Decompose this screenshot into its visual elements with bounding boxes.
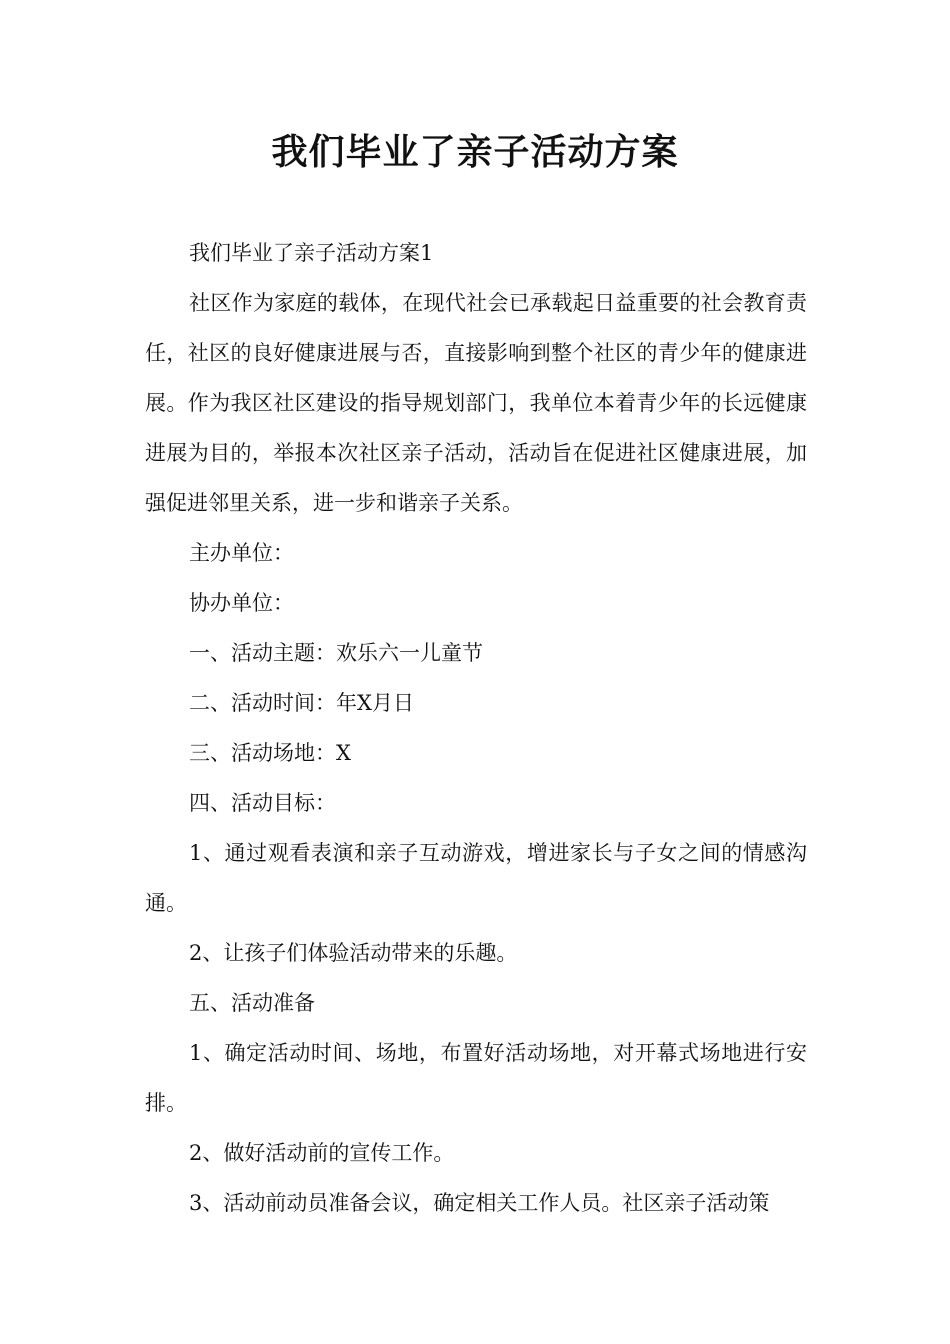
document-body xyxy=(145,228,807,1228)
paragraph-theme: 一、活动主题：欢乐六一儿童节 xyxy=(189,641,483,665)
paragraph-goal-2: 2、让孩子们体验活动带来的乐趣。 xyxy=(189,941,518,965)
paragraph-preparation-3: 3、活动前动员准备会议，确定相关工作人员。社区亲子活动策 xyxy=(189,1191,770,1215)
paragraph-subtitle: 我们毕业了亲子活动方案1 xyxy=(189,241,434,265)
paragraph-time: 二、活动时间：年X月日 xyxy=(189,691,414,715)
paragraph-goals-heading: 四、活动目标： xyxy=(189,791,336,815)
paragraph-preparation-heading: 五、活动准备 xyxy=(189,991,315,1015)
document-title: 我们毕业了亲子活动方案 xyxy=(271,132,679,173)
paragraph-preparation-2: 2、做好活动前的宣传工作。 xyxy=(189,1141,455,1165)
paragraph-host: 主办单位： xyxy=(189,541,294,565)
paragraph-venue: 三、活动场地：X xyxy=(189,741,351,765)
paragraph-intro: 社区作为家庭的载体，在现代社会已承载起日益重要的社会教育责任，社区的良好健康进展与否，直接影响到整个社区的青少年的健康进展。作为我区社区建设的指导规划部门，我单位本着青少年的长远健康进展为目的，举报本次社区亲子活动，活动旨在促进社区健康进展，加强促进邻里关系，进一步和谐亲子关系。 xyxy=(145,291,807,515)
paragraph-goal-1: 1、通过观看表演和亲子互动游戏，增进家长与子女之间的情感沟通。 xyxy=(145,841,807,915)
paragraph-co-host: 协办单位： xyxy=(189,591,294,615)
paragraph-preparation-1: 1、确定活动时间、场地，布置好活动场地，对开幕式场地进行安排。 xyxy=(145,1041,807,1115)
